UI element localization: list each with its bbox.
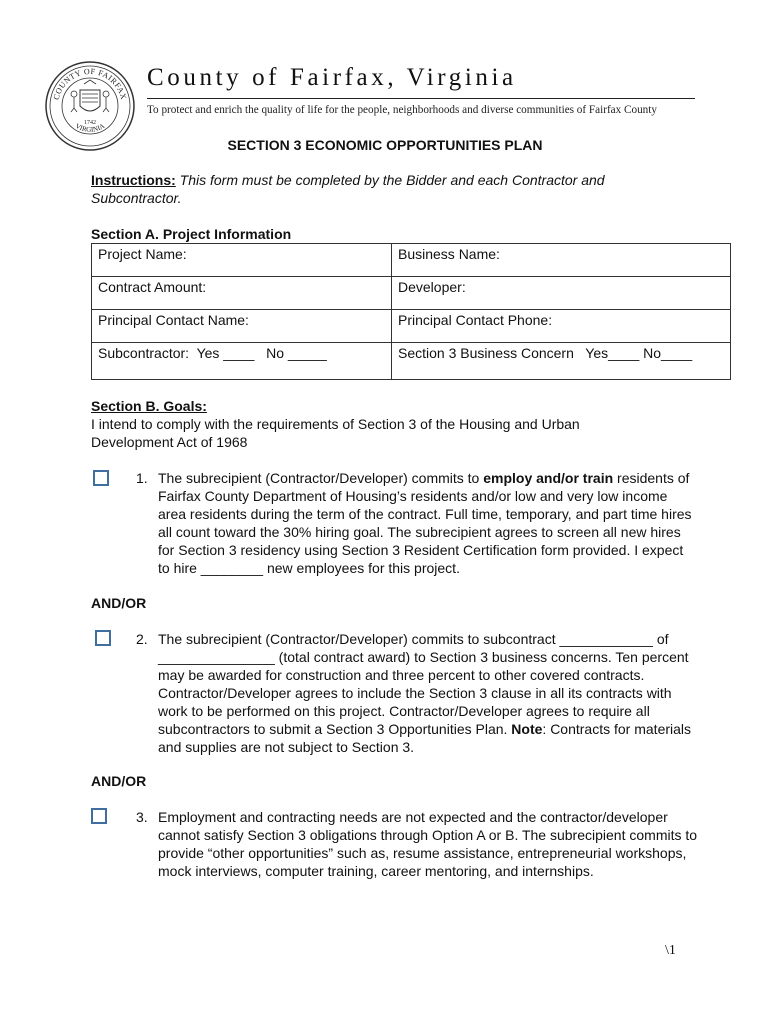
project-name-field[interactable]: Project Name: bbox=[92, 244, 392, 277]
document-title: SECTION 3 ECONOMIC OPPORTUNITIES PLAN bbox=[227, 137, 543, 153]
instructions bbox=[91, 171, 691, 207]
svg-text:COUNTY OF FAIRFAX: COUNTY OF FAIRFAX bbox=[51, 66, 129, 101]
goal-1-checkbox[interactable] bbox=[93, 470, 109, 486]
and-or-separator: AND/OR bbox=[91, 595, 147, 611]
developer-field[interactable]: Developer: bbox=[392, 277, 731, 310]
principal-contact-phone-field[interactable]: Principal Contact Phone: bbox=[392, 310, 731, 343]
goal-2-text-end: : Contracts for materials and supplies are not subject to Section 3. bbox=[158, 721, 692, 755]
business-name-field[interactable]: Business Name: bbox=[392, 244, 731, 277]
goal-1-text-start: The subrecipient (Contractor/Developer) commits to bbox=[158, 470, 484, 486]
goal-2-emphasis: Note bbox=[511, 721, 543, 737]
subcontractor-field[interactable]: Subcontractor: Yes ____ No _____ bbox=[92, 343, 392, 380]
contract-amount-field[interactable]: Contract Amount: bbox=[92, 277, 392, 310]
goal-2-text-start: The subrecipient (Contractor/Developer) commits to subcontract ____________ of _______________ (total contract award) to Section 3 business concerns. Ten percent may be awarded for construction and three percent to other covered contracts. Contractor/Developer agrees to include the Section 3 clause in all its contracts with work to be performed on this project. Contractor/Developer agrees to require all subcontractors to submit a Section 3 Opportunities Plan. bbox=[158, 631, 689, 737]
table-row bbox=[92, 277, 731, 310]
project-information-table bbox=[91, 243, 731, 380]
goal-2-number: 2. bbox=[136, 631, 148, 647]
goal-1-number: 1. bbox=[136, 470, 148, 486]
svg-text:1742: 1742 bbox=[84, 120, 96, 126]
section-b-intro: I intend to comply with the requirements of Section 3 of the Housing and Urban Development Act of 1968 bbox=[91, 416, 580, 450]
page-number: \1 bbox=[665, 943, 676, 958]
table-row bbox=[92, 310, 731, 343]
header-divider bbox=[147, 98, 695, 99]
goal-1-text-end: residents of Fairfax County Department of Housing’s residents and/or low and very low income area residents during the term of the contract. Full time, temporary, and part time hires all count toward the 30% hiring goal. The subrecipient agrees to screen all new hires for Section 3 residency using Section 3 Resident Certification form provided. I expect to hire ________ new employees for this project. bbox=[158, 470, 692, 576]
goal-1-text bbox=[158, 469, 698, 577]
goal-1-emphasis: employ and/or train bbox=[483, 470, 614, 486]
goal-2-checkbox[interactable] bbox=[95, 630, 111, 646]
goal-3-checkbox[interactable] bbox=[91, 808, 107, 824]
goal-3-text: Employment and contracting needs are not expected and the contractor/developer cannot satisfy Section 3 obligations through Option A or B. The subrecipient commits to provide “other opportunities” such as, resume assistance, entrepreneurial workshops, mock interviews, computer training, career mentoring, and internships. bbox=[158, 809, 698, 879]
county-title: County of Fairfax, Virginia bbox=[147, 64, 517, 91]
instructions-text: This form must be completed by the Bidder and each Contractor and Subcontractor. bbox=[91, 172, 605, 206]
table-row bbox=[92, 343, 731, 380]
goal-3-number: 3. bbox=[136, 809, 148, 825]
table-row bbox=[92, 244, 731, 277]
section3-business-concern-field[interactable]: Section 3 Business Concern Yes____ No____ bbox=[392, 343, 731, 380]
goal-2-text bbox=[158, 630, 698, 756]
instructions-label: Instructions: bbox=[91, 172, 176, 188]
principal-contact-name-field[interactable]: Principal Contact Name: bbox=[92, 310, 392, 343]
and-or-separator: AND/OR bbox=[91, 773, 147, 789]
section-a-heading: Section A. Project Information bbox=[91, 226, 292, 242]
svg-text:VIRGINIA: VIRGINIA bbox=[73, 121, 107, 134]
section-b-heading: Section B. Goals: bbox=[91, 398, 207, 414]
county-tagline: To protect and enrich the quality of life for the people, neighborhoods and diverse communities of Fairfax County bbox=[147, 104, 657, 116]
